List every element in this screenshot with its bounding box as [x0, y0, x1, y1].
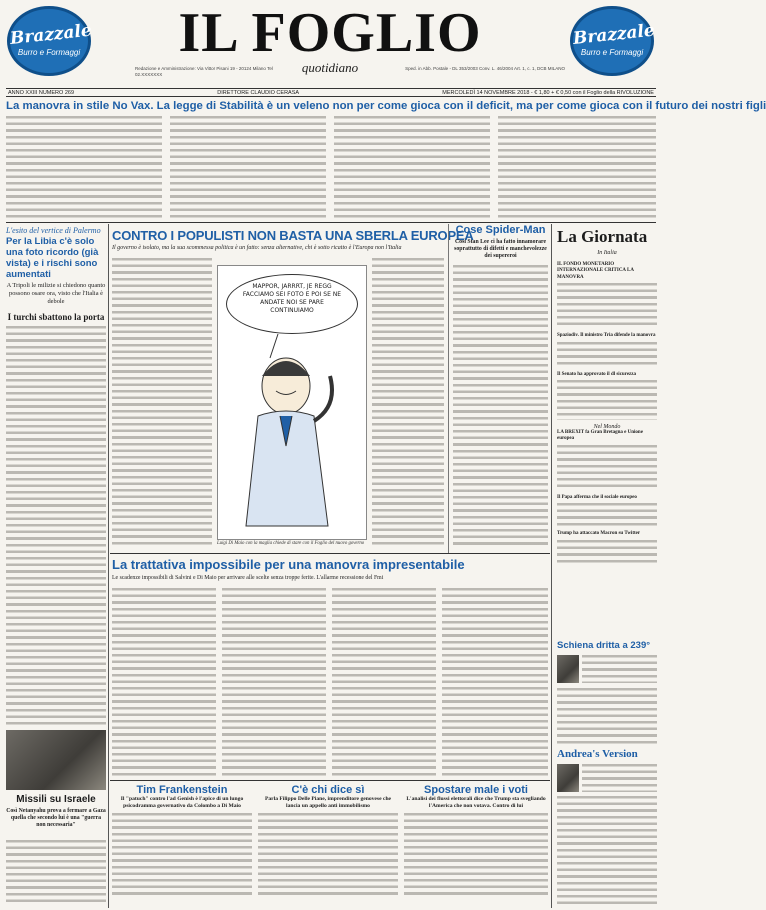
masthead-address: Redazione e Amministrazione: Via Vittor Pisani 19 - 20124 Milano Tel 02.XXXXXXX — [135, 66, 273, 77]
populists-headline[interactable]: CONTRO I POPULISTI NON BASTA UNA SBERLA EUROPEA — [112, 228, 474, 243]
ce-chi-dice-si-headline[interactable]: C'è chi dice sì — [291, 784, 365, 796]
left-section-tag: L'esito del vertice di Palermo — [6, 226, 101, 235]
giornata-item-4: LA BREXIT fa Gran Bretagna e Unione europea — [557, 430, 643, 442]
trattativa-subhead: Le scadenze impossibili di Salvini e Di Maio per arrivare alle scelte senza troppe ferite. L'allarme recessione del Fmi — [112, 575, 384, 581]
logo-left-top: Brazzale — [9, 20, 93, 50]
bottom-box-3 — [404, 784, 548, 899]
spiderman-headline[interactable]: Cose Spider-Man — [455, 224, 546, 236]
cartoon — [217, 265, 367, 540]
andrea-intro — [582, 764, 657, 792]
spiderman-body — [453, 265, 548, 545]
giornata-item-2: Spaziodiv. Il ministro Tria difende la manovra — [557, 333, 656, 339]
divider-bottom — [110, 780, 550, 781]
giornata-item-2-body — [557, 342, 657, 368]
nel-mondo-label: Nel Mondo — [593, 424, 621, 431]
israel-headline[interactable]: Missili su Israele — [16, 794, 96, 805]
libya-article-body — [6, 326, 106, 726]
ce-chi-dice-si-subhead: Parla Filippo Delle Piane, imprenditore genovese che lancia un appello anti immobilismo — [264, 796, 392, 809]
director-name: DIRETTORE CLAUDIO CERASA — [217, 90, 300, 96]
giornata-list — [557, 262, 657, 568]
giornata-item-1-body — [557, 283, 657, 329]
lead-article-col2 — [170, 116, 326, 220]
populists-subhead: Il governo è isolato, ma la sua scommessa politica è un fatto: senza alternative, chi è sotto ricatto è l'Europa non l'Italia — [112, 245, 402, 251]
populists-col1 — [112, 258, 212, 548]
info-strip — [6, 88, 656, 97]
cartoon-caption: Luigi Di Maio con la maglia chiede di stare con il Foglio del nuovo governo — [217, 541, 365, 546]
schiena-photo — [557, 655, 579, 683]
bottom-box-1 — [112, 784, 252, 899]
libya-headline[interactable]: Per la Libia c'è solo una foto ricordo (già vista) e i rischi sono aumentati — [6, 236, 99, 280]
giornata-item-6-body — [557, 540, 657, 564]
israel-subhead: Così Netanyahu prova a fermare a Gaza quella che secondo lui è una "guerra non necessaria" — [6, 808, 106, 828]
brazzale-logo-left — [7, 6, 91, 76]
lead-article-col3 — [334, 116, 490, 220]
giornata-item-5: Il Papa afferma che il sociale europeo — [557, 494, 637, 500]
main-headline[interactable]: La manovra in stile No Vax. La legge di Stabilità è un veleno non per come gioca con il deficit, ma per come gioca con il futuro dei nostri figli — [6, 100, 766, 112]
trattativa-col3 — [332, 588, 436, 776]
libya-lead: A Tripoli le milizie si chiedono quanto possono osare ora, visto che l'Italia è debole — [6, 282, 106, 305]
giornata-item-1: IL FONDO MONETARIO INTERNAZIONALE CRITICA LA MANOVRA — [557, 262, 634, 280]
in-italia-label: In Italia — [597, 250, 617, 256]
trattativa-col1 — [112, 588, 216, 776]
logo-left-bottom: Burro e Formaggi — [17, 48, 81, 57]
israel-photo — [6, 730, 106, 790]
issue-number: ANNO XXIII NUMERO 269 — [8, 90, 75, 96]
ce-chi-dice-si-body — [258, 813, 398, 899]
trattativa-col4 — [442, 588, 548, 776]
right-divider — [551, 224, 552, 908]
schiena-body — [557, 688, 657, 744]
bottom-box-2 — [258, 784, 398, 899]
tim-body — [112, 813, 252, 899]
spostare-body — [404, 813, 548, 899]
andrea-photo — [557, 764, 579, 792]
divider-top — [6, 222, 656, 223]
giornata-title: La Giornata — [557, 227, 648, 246]
giornata-item-3: Il Senato ha approvato il dl sicurezza — [557, 371, 636, 377]
lead-article-col1 — [6, 116, 162, 220]
giornata-item-6: Trump ha attaccato Macron su Twitter — [557, 531, 641, 537]
logo-right-bottom: Burro e Formaggi — [580, 48, 644, 57]
trattativa-headline[interactable]: La trattativa impossibile per una manovra impresentabile — [112, 557, 465, 572]
schiena-title[interactable]: Schiena dritta a 239° — [557, 640, 651, 651]
libya-second-headline: I turchi sbattono la porta — [7, 312, 105, 322]
newspaper-subtitle: quotidiano — [301, 60, 359, 75]
logo-right-top: Brazzale — [572, 20, 656, 50]
andrea-body — [557, 796, 657, 906]
masthead-postal-info: Sped. in Abb. Postale - DL 353/2003 Conv. L. 46/2004 Art. 1, c. 1, DCB MILANO — [405, 66, 565, 71]
spostare-subhead: L'analisi dei flussi elettorali dice che Trump sta svegliando l'America che non votava. Contro di lui — [406, 796, 546, 809]
issue-date-price: MERCOLEDÌ 14 NOVEMBRE 2018 - € 1,80 + € 0,50 con il Foglio della RIVOLUZIONE — [442, 90, 654, 96]
brazzale-logo-right — [570, 6, 654, 76]
giornata-item-5-body — [557, 503, 657, 527]
spiderman-subhead: Così Stan Lee ci ha fatto innamorare soprattutto di difetti e manchevolezze dei supereroi — [454, 239, 547, 259]
populists-col3 — [372, 258, 444, 548]
giornata-item-4-body — [557, 445, 657, 491]
spostare-headline[interactable]: Spostare male i voti — [424, 784, 528, 796]
cartoon-figure-icon — [218, 266, 368, 541]
trattativa-col2 — [222, 588, 326, 776]
cartoon-speech-bubble: MAPPOR, JARRRT, JE REGG FACCIAMO SEI FOTO E POI SE NE ANDATE NOI SE PARE CONTINUIAMO — [226, 274, 358, 334]
divider-middle — [110, 553, 550, 554]
left-divider — [108, 224, 109, 908]
lead-article-col4 — [498, 116, 656, 220]
newspaper-title: IL FOGLIO — [178, 2, 482, 64]
tim-subhead: Il "patuch" contro l'ad Genish è l'apice di un lungo psicodramma governativo da Colombo a Di Maio — [120, 796, 244, 809]
spiderman-box — [448, 224, 548, 554]
schiena-intro — [582, 655, 657, 683]
giornata-item-3-body — [557, 380, 657, 420]
andrea-title[interactable]: Andrea's Version — [557, 748, 638, 760]
tim-headline[interactable]: Tim Frankenstein — [136, 784, 228, 796]
israel-article-body — [6, 840, 106, 906]
